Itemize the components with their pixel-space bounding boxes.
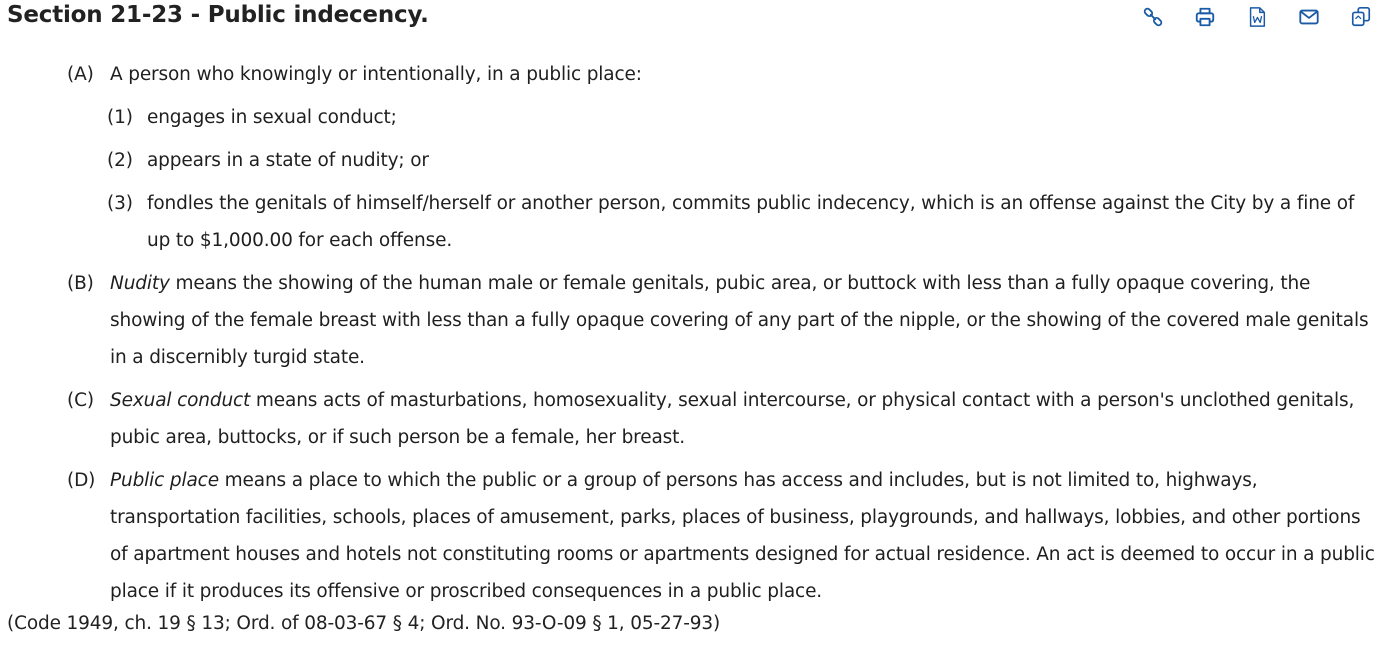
subsection-text xyxy=(110,462,1380,610)
definition-text: means a place to which the public or a group of persons has access and includes, but is not limited to, highways, transportation facilities, schools, places of amusement, parks, places of business, playgrounds, and hallways, lobbies, and other portions of apartment houses and hotels not constituting rooms or apartments designed for actual residence. An act is deemed to occur in a public place if it produces its offensive or proscribed consequences in a public place. xyxy=(110,470,1375,602)
print-icon[interactable] xyxy=(1192,4,1218,30)
subsection-b xyxy=(0,265,1380,376)
clause-number: (2) xyxy=(107,150,133,171)
subsection-number: (C) xyxy=(67,390,94,411)
clause-a3 xyxy=(0,185,1380,259)
defined-term: Sexual conduct xyxy=(110,390,251,411)
section-toolbar xyxy=(1140,4,1374,30)
defined-term: Public place xyxy=(110,470,219,491)
clause-number: (3) xyxy=(107,193,133,214)
copy-icon[interactable] xyxy=(1348,4,1374,30)
defined-term: Nudity xyxy=(110,273,170,294)
subsection-d xyxy=(0,462,1380,610)
clause-text: fondles the genitals of himself/herself or another person, commits public indecency, which is an offense against the City by a fine of up to $1,000.00 for each offense. xyxy=(147,193,1355,251)
clause-number: (1) xyxy=(107,107,133,128)
definition-text: means the showing of the human male or female genitals, pubic area, or buttock with less than a fully opaque covering, the showing of the female breast with less than a fully opaque covering of any part of the nipple, or the showing of the covered male genitals in a discernibly turgid state. xyxy=(110,273,1369,368)
subsection-text xyxy=(110,382,1380,456)
subsection-c xyxy=(0,382,1380,456)
subsection-text: A person who knowingly or intentionally, in a public place: xyxy=(110,64,642,85)
clause-text: engages in sexual conduct; xyxy=(147,107,397,128)
definition-text: means acts of masturbations, homosexuality, sexual intercourse, or physical contact with a person's unclothed genitals, pubic area, buttocks, or if such person be a female, her breast. xyxy=(110,390,1355,448)
section-body xyxy=(0,56,1380,616)
clause-text: appears in a state of nudity; or xyxy=(147,150,429,171)
subsection-text xyxy=(110,265,1380,376)
subsection-a xyxy=(0,56,1380,93)
word-icon[interactable] xyxy=(1244,4,1270,30)
email-icon[interactable] xyxy=(1296,4,1322,30)
clause-a1 xyxy=(0,99,1380,136)
subsection-number: (B) xyxy=(67,273,94,294)
history-note: (Code 1949, ch. 19 § 13; Ord. of 08-03-67 § 4; Ord. No. 93-O-09 § 1, 05-27-93) xyxy=(7,613,721,634)
subsection-number: (D) xyxy=(67,470,96,491)
link-icon[interactable] xyxy=(1140,4,1166,30)
section-title: Section 21-23 - Public indecency. xyxy=(7,2,429,28)
subsection-number: (A) xyxy=(67,64,94,85)
clause-a2 xyxy=(0,142,1380,179)
